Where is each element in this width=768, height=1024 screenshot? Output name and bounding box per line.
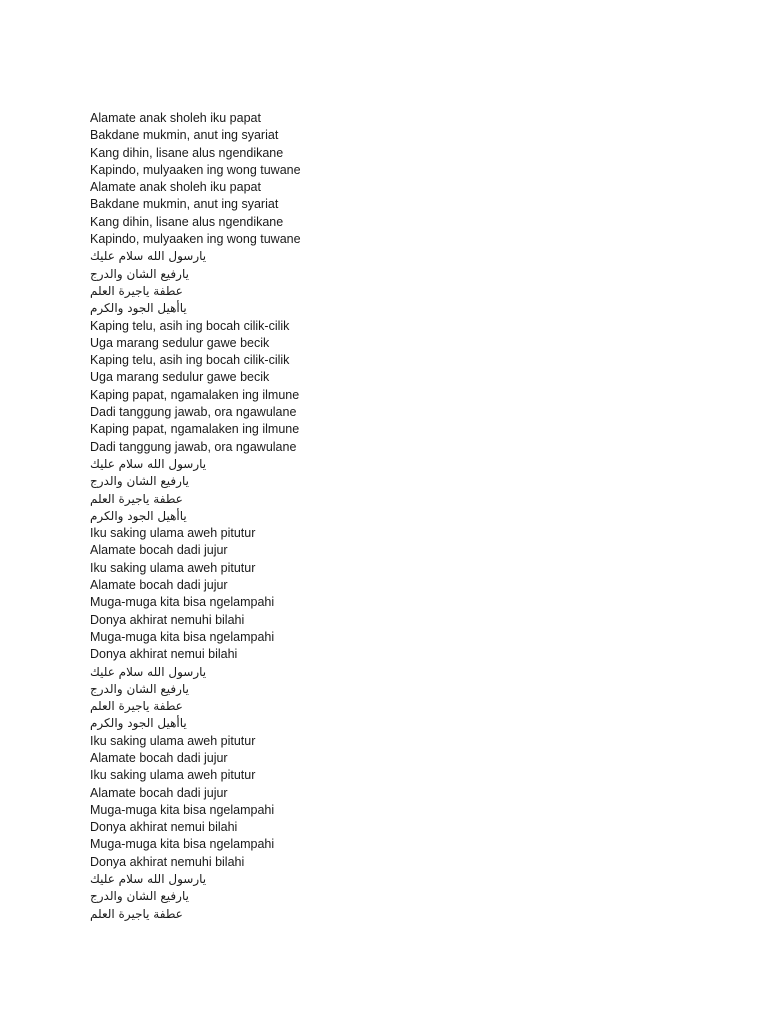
text-line: Donya akhirat nemuhi bilahi bbox=[90, 612, 245, 627]
arabic-text-line: يارفيع الشان والدرج bbox=[90, 889, 189, 904]
text-line: Muga-muga kita bisa ngelampahi bbox=[90, 802, 275, 817]
text-line: Iku saking ulama aweh pitutur bbox=[90, 733, 256, 748]
text-line: Kaping papat, ngamalaken ing ilmune bbox=[90, 422, 300, 437]
text-line: Alamate bocah dadi jujur bbox=[90, 578, 228, 593]
arabic-text-line: يارسول الله سلام عليك bbox=[90, 872, 207, 887]
arabic-text-line: عطفة ياجيرة العلم bbox=[90, 283, 183, 298]
arabic-text-line: يارفيع الشان والدرج bbox=[90, 474, 189, 489]
text-line: Kapindo, mulyaaken ing wong tuwane bbox=[90, 232, 301, 247]
text-line: Kapindo, mulyaaken ing wong tuwane bbox=[90, 162, 301, 177]
arabic-text-line: يارسول الله سلام عليك bbox=[90, 456, 207, 471]
text-line: Muga-muga kita bisa ngelampahi bbox=[90, 837, 275, 852]
text-line: Alamate bocah dadi jujur bbox=[90, 785, 228, 800]
lyrics-text-block bbox=[90, 110, 490, 923]
arabic-text-line: ياأهيل الجود والكرم bbox=[90, 716, 187, 731]
text-line: Muga-muga kita bisa ngelampahi bbox=[90, 595, 275, 610]
text-line: Alamate anak sholeh iku papat bbox=[90, 111, 261, 125]
text-line: Muga-muga kita bisa ngelampahi bbox=[90, 629, 275, 644]
text-line: Bakdane mukmin, anut ing syariat bbox=[90, 197, 279, 212]
text-line: Alamate bocah dadi jujur bbox=[90, 543, 228, 558]
text-line: Donya akhirat nemui bilahi bbox=[90, 820, 238, 835]
text-line: Uga marang sedulur gawe becik bbox=[90, 335, 270, 350]
arabic-text-line: ياأهيل الجود والكرم bbox=[90, 508, 187, 523]
arabic-text-line: يارسول الله سلام عليك bbox=[90, 249, 207, 264]
text-line: Kang dihin, lisane alus ngendikane bbox=[90, 214, 284, 229]
text-line: Kang dihin, lisane alus ngendikane bbox=[90, 145, 284, 160]
arabic-text-line: يارفيع الشان والدرج bbox=[90, 266, 189, 281]
arabic-text-line: عطفة ياجيرة العلم bbox=[90, 906, 183, 921]
text-line: Iku saking ulama aweh pitutur bbox=[90, 526, 256, 541]
text-line: Kaping telu, asih ing bocah cilik-cilik bbox=[90, 318, 290, 333]
arabic-text-line: ياأهيل الجود والكرم bbox=[90, 301, 187, 316]
text-line: Donya akhirat nemuhi bilahi bbox=[90, 854, 245, 869]
text-line: Alamate bocah dadi jujur bbox=[90, 750, 228, 765]
text-line: Uga marang sedulur gawe becik bbox=[90, 370, 270, 385]
text-line: Dadi tanggung jawab, ora ngawulane bbox=[90, 439, 297, 454]
arabic-text-line: يارفيع الشان والدرج bbox=[90, 681, 189, 696]
text-line: Dadi tanggung jawab, ora ngawulane bbox=[90, 405, 297, 420]
text-line: Alamate anak sholeh iku papat bbox=[90, 180, 261, 195]
text-line: Kaping telu, asih ing bocah cilik-cilik bbox=[90, 353, 290, 368]
text-line: Iku saking ulama aweh pitutur bbox=[90, 768, 256, 783]
arabic-text-line: يارسول الله سلام عليك bbox=[90, 664, 207, 679]
text-line: Kaping papat, ngamalaken ing ilmune bbox=[90, 387, 300, 402]
text-line: Bakdane mukmin, anut ing syariat bbox=[90, 128, 279, 143]
arabic-text-line: عطفة ياجيرة العلم bbox=[90, 699, 183, 714]
text-line: Donya akhirat nemui bilahi bbox=[90, 647, 238, 662]
arabic-text-line: عطفة ياجيرة العلم bbox=[90, 491, 183, 506]
text-line: Iku saking ulama aweh pitutur bbox=[90, 560, 256, 575]
